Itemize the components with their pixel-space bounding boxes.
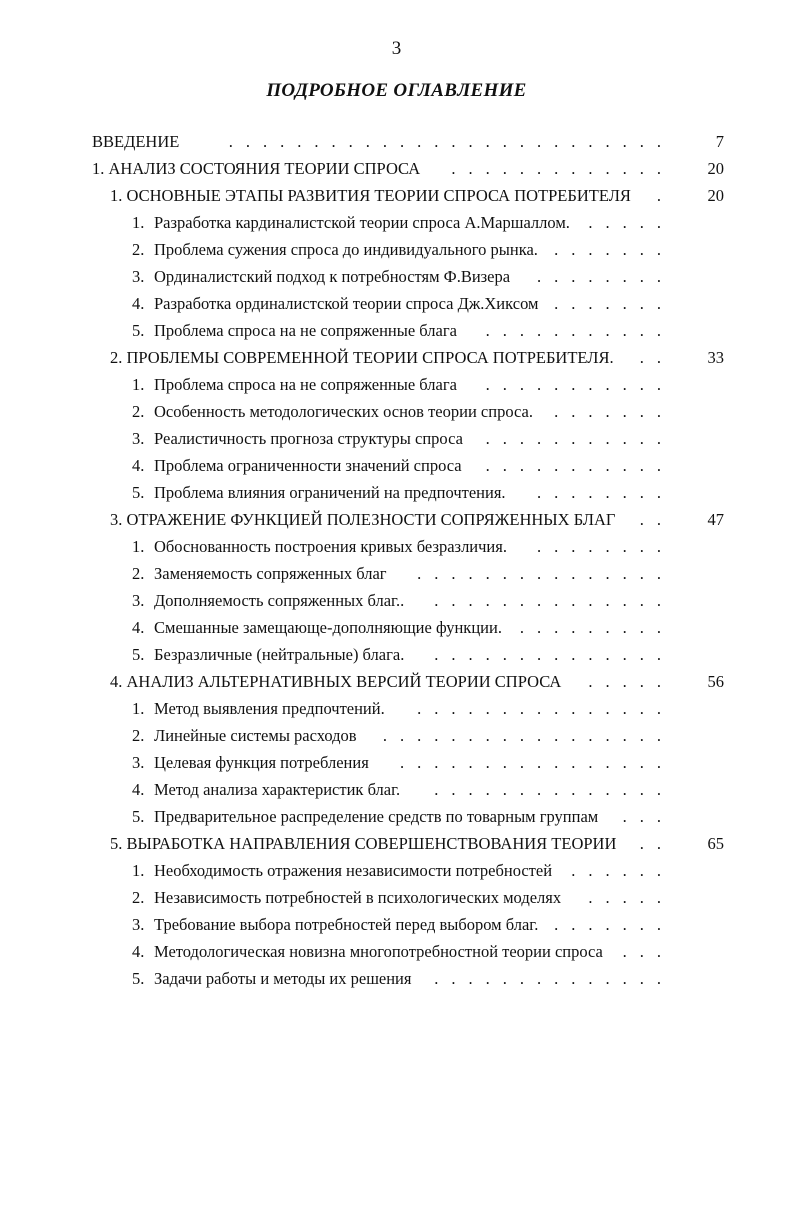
toc-entry-label <box>132 263 514 290</box>
toc-entry-title: Проблема спроса на не сопряженные блага <box>154 375 457 394</box>
toc-entry-title: Безразличные (нейтральные) блага. <box>154 645 405 664</box>
toc-entry-title: Дополняемость сопряженных благ.. <box>154 591 405 610</box>
toc-subentry <box>92 587 724 614</box>
dot-leader: ............. <box>451 159 674 178</box>
toc-entry-label <box>132 398 537 425</box>
toc-subentry <box>92 452 724 479</box>
toc-subentry <box>92 641 724 668</box>
toc-entry-title: 2. ПРОБЛЕМЫ СОВРЕМЕННОЙ ТЕОРИИ СПРОСА ПОТРЕБИТЕЛЯ. <box>110 348 614 367</box>
toc-entry-number: 3. <box>132 267 145 286</box>
toc-entry-label <box>132 857 556 884</box>
toc-entry-number: 4. <box>132 780 145 799</box>
toc-entry-label <box>132 965 415 992</box>
toc-entry-number: 1. <box>132 699 145 718</box>
toc-entry-number: 2. <box>132 726 145 745</box>
dot-leader: ... <box>622 807 674 826</box>
dot-leader: .. <box>639 834 674 853</box>
toc-subentry <box>92 695 724 722</box>
toc-subentry <box>92 317 724 344</box>
toc-entry <box>92 155 724 182</box>
toc-entry-title: Ординалистский подход к потребностям Ф.Визера <box>154 267 511 286</box>
toc-entry-label <box>132 722 361 749</box>
dot-leader: .............. <box>434 969 674 988</box>
toc-subentry <box>92 911 724 938</box>
toc-subentry <box>92 425 724 452</box>
toc-entry-title: Метод анализа характеристик благ. <box>154 780 401 799</box>
toc-subentry <box>92 371 724 398</box>
toc-entry-number: 5. <box>132 321 145 340</box>
toc-entry-label <box>132 614 506 641</box>
dot-leader: ....... <box>554 240 674 259</box>
toc-page-number: 7 <box>715 132 724 151</box>
toc-entry-number: 4. <box>132 456 145 475</box>
toc-page-number: 56 <box>707 672 724 691</box>
toc-entry-title: Заменяемость сопряженных благ <box>154 564 387 583</box>
toc-entry-label <box>132 317 461 344</box>
toc-entry-label <box>110 344 618 371</box>
dot-leader: ....... <box>554 402 674 421</box>
toc-entry-label <box>132 209 574 236</box>
toc-entry-number: 5. <box>132 969 145 988</box>
toc-entry-label <box>110 506 619 533</box>
dot-leader: ........ <box>537 267 674 286</box>
toc-entry-label <box>132 560 391 587</box>
toc-subentry <box>92 614 724 641</box>
toc-subentry <box>92 209 724 236</box>
toc-subentry <box>92 803 724 830</box>
toc-entry-label <box>110 830 620 857</box>
toc-entry-label <box>132 911 542 938</box>
toc-entry-title: Независимость потребностей в психологических моделях <box>154 888 562 907</box>
toc-entry-label <box>132 749 373 776</box>
toc-entry-label <box>132 452 466 479</box>
dot-leader: ........ <box>537 483 674 502</box>
toc-subentry <box>92 938 724 965</box>
toc-entry-label <box>110 182 635 209</box>
toc-subentry <box>92 533 724 560</box>
dot-leader: ... <box>622 942 674 961</box>
toc-entry-number: 4. <box>132 942 145 961</box>
table-of-contents <box>92 128 724 992</box>
toc-entry-label <box>132 587 408 614</box>
toc-entry-title: Целевая функция потребления <box>154 753 369 772</box>
toc-page-number: 20 <box>707 159 724 178</box>
toc-subentry <box>92 398 724 425</box>
toc-entry-title: Реалистичность прогноза структуры спроса <box>154 429 463 448</box>
toc-entry-title: Особенность методологических основ теории спроса. <box>154 402 533 421</box>
toc-entry-number: 4. <box>132 618 145 637</box>
toc-entry-title: Проблема влияния ограничений на предпочтения. <box>154 483 506 502</box>
toc-entry-number: 2. <box>132 402 145 421</box>
toc-entry-title: ВВЕДЕНИЕ <box>92 132 180 151</box>
toc-entry-number: 3. <box>132 753 145 772</box>
toc-entry-title: Обоснованность построения кривых безразличия. <box>154 537 507 556</box>
toc-entry-title: 3. ОТРАЖЕНИЕ ФУНКЦИЕЙ ПОЛЕЗНОСТИ СОПРЯЖЕННЫХ БЛАГ <box>110 510 616 529</box>
dot-leader: ........... <box>485 429 674 448</box>
toc-entry-number: 1. <box>132 537 145 556</box>
toc-subentry <box>92 560 724 587</box>
dot-leader: ...... <box>571 861 674 880</box>
toc-subentry <box>92 290 724 317</box>
toc-subentry <box>92 749 724 776</box>
toc-entry <box>92 128 724 155</box>
toc-entry-number: 1. <box>132 213 145 232</box>
toc-entry-label <box>132 371 461 398</box>
toc-entry-title: Линейные системы расходов <box>154 726 357 745</box>
toc-entry <box>92 668 724 695</box>
toc-entry-number: 1. <box>132 861 145 880</box>
toc-entry-label <box>132 425 467 452</box>
toc-entry-label <box>132 776 404 803</box>
dot-leader: ........... <box>485 456 674 475</box>
toc-page-number: 20 <box>707 186 724 205</box>
toc-entry-title: Проблема ограниченности значений спроса <box>154 456 462 475</box>
toc-entry-number: 5. <box>132 483 145 502</box>
dot-leader: .............. <box>434 591 674 610</box>
toc-entry-label <box>132 938 607 965</box>
toc-entry-label <box>132 533 511 560</box>
toc-entry-number: 2. <box>132 240 145 259</box>
toc-entry-label <box>132 479 510 506</box>
toc-entry-number: 5. <box>132 807 145 826</box>
toc-entry-title: 4. АНАЛИЗ АЛЬТЕРНАТИВНЫХ ВЕРСИЙ ТЕОРИИ СПРОСА <box>110 672 562 691</box>
dot-leader: ................. <box>382 726 674 745</box>
dot-leader: ..... <box>588 888 674 907</box>
toc-entry <box>92 344 724 371</box>
toc-entry-title: Разработка ординалистской теории спроса Дж.Хиксом <box>154 294 539 313</box>
toc-page-number: 65 <box>707 834 724 853</box>
dot-leader: ............... <box>417 699 674 718</box>
toc-entry-number: 2. <box>132 888 145 907</box>
dot-leader: .............. <box>434 780 674 799</box>
toc-entry <box>92 830 724 857</box>
toc-entry-title: Разработка кардиналистской теории спроса А.Маршаллом. <box>154 213 570 232</box>
toc-subentry <box>92 479 724 506</box>
dot-leader: ........... <box>485 321 674 340</box>
page-number: 3 <box>391 38 402 59</box>
toc-entry-number: 3. <box>132 915 145 934</box>
toc-entry-number: 1. <box>132 375 145 394</box>
toc-entry-title: Предварительное распределение средств по товарным группам <box>154 807 599 826</box>
toc-entry-label <box>132 236 542 263</box>
toc-entry-number: 5. <box>132 645 145 664</box>
dot-leader: ............... <box>417 564 674 583</box>
toc-entry-label <box>132 695 389 722</box>
toc-entry <box>92 182 724 209</box>
dot-leader: ......... <box>519 618 674 637</box>
toc-entry-title: Метод выявления предпочтений. <box>154 699 385 718</box>
dot-leader: ..... <box>588 672 674 691</box>
toc-entry-label <box>132 641 408 668</box>
dot-leader: ....... <box>554 915 674 934</box>
toc-entry-label <box>92 155 424 182</box>
dot-leader: .. <box>639 348 674 367</box>
dot-leader: . <box>656 186 674 205</box>
toc-entry-number: 3. <box>132 429 145 448</box>
toc-subentry <box>92 722 724 749</box>
toc-page-number: 33 <box>707 348 724 367</box>
toc-subentry <box>92 236 724 263</box>
toc-entry-title: 1. ОСНОВНЫЕ ЭТАПЫ РАЗВИТИЯ ТЕОРИИ СПРОСА ПОТРЕБИТЕЛЯ <box>110 186 631 205</box>
toc-entry-title: Методологическая новизна многопотребностной теории спроса <box>154 942 603 961</box>
toc-page-number: 47 <box>707 510 724 529</box>
toc-subentry <box>92 776 724 803</box>
toc-entry-label <box>132 290 542 317</box>
toc-entry-number: 3. <box>132 591 145 610</box>
dot-leader: ........ <box>537 537 674 556</box>
toc-entry-number: 2. <box>132 564 145 583</box>
dot-leader: ....... <box>554 294 674 313</box>
toc-entry-title: Проблема спроса на не сопряженные блага <box>154 321 457 340</box>
toc-entry-title: Задачи работы и методы их решения <box>154 969 412 988</box>
toc-entry-label <box>110 668 565 695</box>
dot-leader: .............. <box>434 645 674 664</box>
toc-entry-label <box>92 128 183 155</box>
toc-subentry <box>92 884 724 911</box>
dot-leader: ................ <box>400 753 674 772</box>
toc-entry-title: Проблема сужения спроса до индивидуального рынка. <box>154 240 538 259</box>
dot-leader: ........... <box>485 375 674 394</box>
toc-entry-title: Требование выбора потребностей перед выбором благ. <box>154 915 539 934</box>
toc-subentry <box>92 965 724 992</box>
toc-entry-title: 5. ВЫРАБОТКА НАПРАВЛЕНИЯ СОВЕРШЕНСТВОВАНИЯ ТЕОРИИ <box>110 834 617 853</box>
toc-entry-title: Смешанные замещающе-дополняющие функции. <box>154 618 502 637</box>
page-title: ПОДРОБНОЕ ОГЛАВЛЕНИЕ <box>266 80 527 101</box>
toc-subentry <box>92 263 724 290</box>
toc-entry-title: Необходимость отражения независимости потребностей <box>154 861 553 880</box>
toc-entry-title: 1. АНАЛИЗ СОСТОЯНИЯ ТЕОРИИ СПРОСА <box>92 159 421 178</box>
toc-entry-label <box>132 803 602 830</box>
toc-subentry <box>92 857 724 884</box>
dot-leader: ..... <box>588 213 674 232</box>
dot-leader: .......................... <box>228 132 674 151</box>
dot-leader: .. <box>639 510 674 529</box>
toc-entry-label <box>132 884 565 911</box>
toc-entry <box>92 506 724 533</box>
toc-entry-number: 4. <box>132 294 145 313</box>
